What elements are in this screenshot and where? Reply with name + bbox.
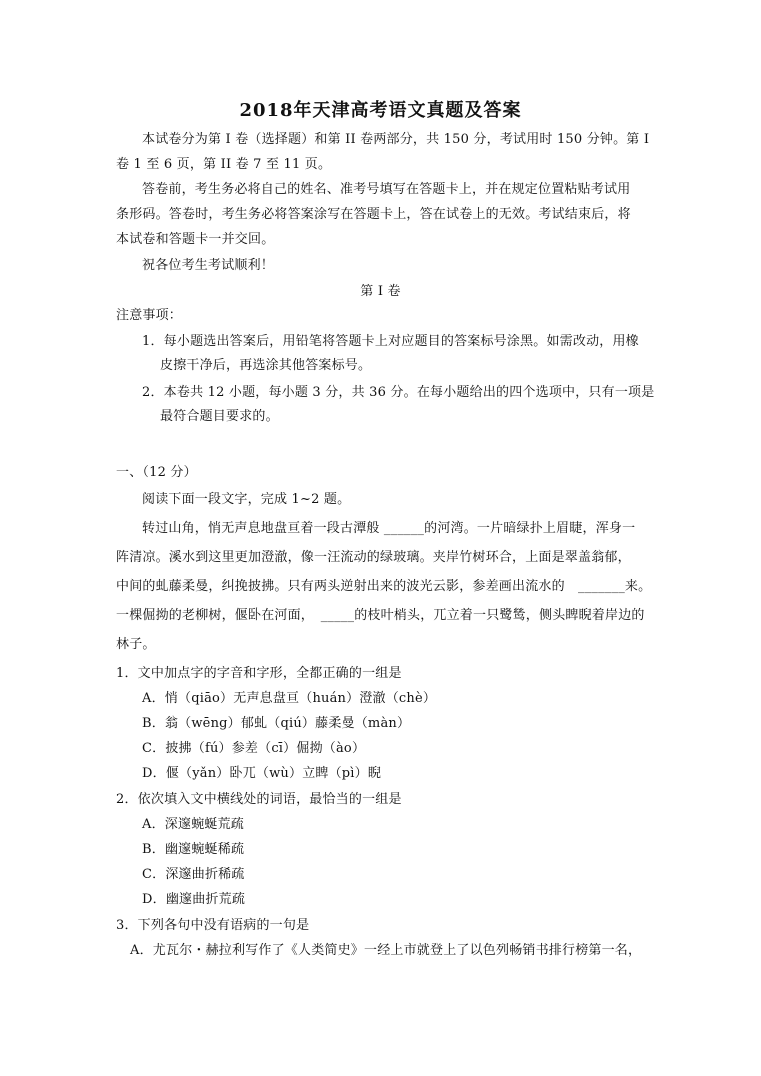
passage-line-5: 林子。 bbox=[116, 637, 156, 652]
intro-paragraph-1-line-2: 卷 1 至 6 页，第 II 卷 7 至 11 页。 bbox=[116, 157, 332, 172]
question-2-option-c: C．深邃曲折稀疏 bbox=[142, 867, 245, 882]
intro-paragraph-1-line-1: 本试卷分为第 I 卷（选择题）和第 II 卷两部分，共 150 分，考试用时 150 分钟。第 I bbox=[142, 132, 650, 147]
note-2-line-1: 2．本卷共 12 小题，每小题 3 分，共 36 分。在每小题给出的四个选项中，只有一项是 bbox=[142, 385, 655, 400]
good-luck-line: 祝各位考生考试顺利！ bbox=[142, 258, 275, 273]
question-2-option-d: D．幽邃曲折荒疏 bbox=[142, 892, 246, 907]
passage-line-1: 转过山角，悄无声息地盘亘着一段古潭般 ______的河湾。一片暗绿扑上眉睫，浑身一 bbox=[142, 521, 636, 536]
note-1-line-1: 1．每小题选出答案后，用铅笔将答题卡上对应题目的答案标号涂黑。如需改动，用橡 bbox=[142, 334, 639, 349]
notes-heading: 注意事项： bbox=[116, 308, 183, 323]
question-1-option-a: A．悄（qiāo）无声息盘亘（huán）澄澈（chè） bbox=[142, 691, 437, 706]
passage-line-4: 一棵倔拗的老柳树，偃卧在河面， _____的枝叶梢头，兀立着一只鹭鸶，侧头睥睨着岸边的 bbox=[116, 608, 645, 623]
question-2-stem: 2．依次填入文中横线处的词语，最恰当的一组是 bbox=[116, 792, 402, 807]
part-1-instruction: 阅读下面一段文字，完成 1~2 题。 bbox=[142, 492, 351, 507]
question-1-stem: 1．文中加点字的字音和字形，全都正确的一组是 bbox=[116, 666, 402, 681]
note-2-line-2: 最符合题目要求的。 bbox=[160, 409, 279, 424]
question-3-option-a: A．尤瓦尔・赫拉利写作了《人类简史》一经上市就登上了以色列畅销书排行榜第一名， bbox=[130, 943, 642, 958]
section-title: 第 I 卷 bbox=[360, 284, 401, 299]
note-1-line-2: 皮擦干净后，再选涂其他答案标号。 bbox=[160, 358, 372, 373]
document-title: 2018年天津高考语文真题及答案 bbox=[239, 100, 522, 121]
question-3-stem: 3．下列各句中没有语病的一句是 bbox=[116, 918, 310, 933]
intro-paragraph-2-line-2: 条形码。答卷时，考生务必将答案涂写在答题卡上，答在试卷上的无效。考试结束后，将 bbox=[116, 207, 631, 222]
question-1-option-c: C．披拂（fú）参差（cī）倔拗（ào） bbox=[142, 741, 366, 756]
part-1-heading: 一、（12 分） bbox=[116, 465, 197, 480]
intro-paragraph-2-line-3: 本试卷和答题卡一并交回。 bbox=[116, 232, 275, 247]
passage-line-3: 中间的虬藤柔曼，纠挽披拂。只有两头逆射出来的波光云影，参差画出流水的 _______来。 bbox=[116, 579, 652, 594]
question-2-option-a: A．深邃蜿蜒荒疏 bbox=[142, 817, 244, 832]
question-2-option-b: B．幽邃蜿蜒稀疏 bbox=[142, 842, 245, 857]
question-1-option-d: D．偃（yǎn）卧兀（wù）立睥（pì）睨 bbox=[142, 766, 382, 781]
question-1-option-b: B．翁（wēng）郁虬（qiú）藤柔曼（màn） bbox=[142, 716, 411, 731]
passage-line-2: 阵清凉。溪水到这里更加澄澈，像一汪流动的绿玻璃。夹岸竹树环合，上面是翠盖翁郁， bbox=[116, 550, 631, 565]
intro-paragraph-2-line-1: 答卷前，考生务必将自己的姓名、准考号填写在答题卡上，并在规定位置粘贴考试用 bbox=[142, 182, 631, 197]
